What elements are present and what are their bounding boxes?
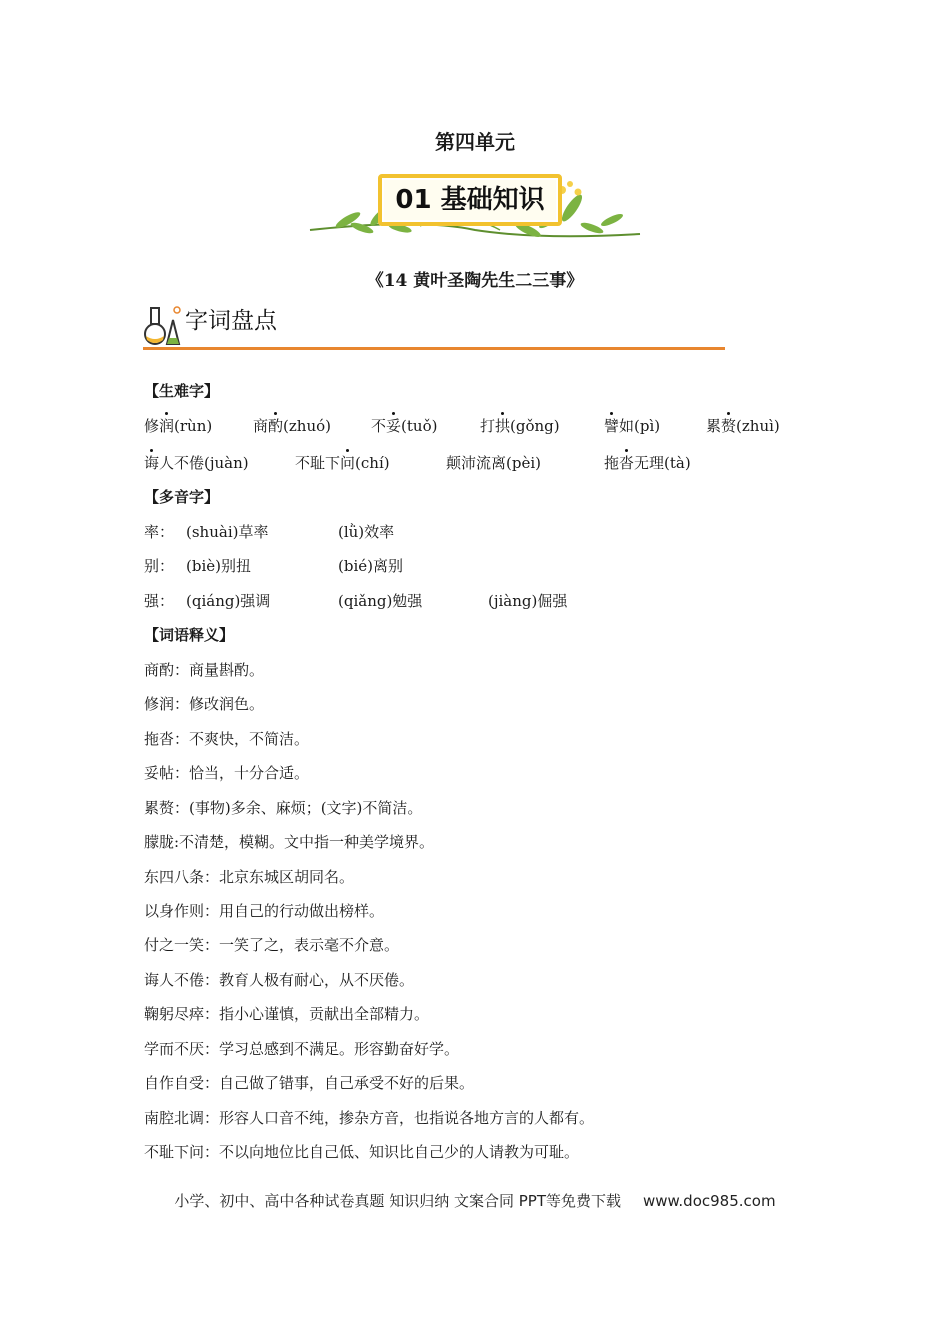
polyphonic-reading: (bié)离别 [338,557,403,575]
rare-chars-row-1 [144,416,804,438]
meaning-line: 鞠躬尽瘁：指小心谨慎，贡献出全部精力。 [144,1005,430,1023]
meaning-line: 南腔北调：形容人口音不纯，掺杂方音，也指说各地方言的人都有。 [144,1109,595,1127]
section-title: 字词盘点 [185,308,277,334]
unit-title: 第四单元 [435,130,515,154]
meaning-line: 不耻下问：不以向地位比自己低、知识比自己少的人请教为可耻。 [144,1143,580,1161]
meaning-line: 妥帖：恰当，十分合适。 [144,764,310,782]
polyphonic-reading: (qiáng)强调 [186,592,271,610]
rare-char-item: 累赘(zhuì) [706,417,780,435]
flask-icon [143,302,183,348]
heading-rare-chars: 【生难字】 [144,382,220,400]
polyphonic-reading: (biè)别扭 [186,557,251,575]
rare-char-item: 颠沛流离(pèi) [446,454,541,472]
banner-text: 01 基础知识 [395,185,545,215]
polyphonic-row-2 [144,556,644,578]
meaning-line: 东四八条：北京东城区胡同名。 [144,868,355,886]
section-rule [143,347,725,350]
rare-char-item: 打拱(gǒng) [480,417,560,435]
heading-polyphonic: 【多音字】 [144,488,220,506]
section-header [143,300,728,352]
meaning-line: 以身作则：用自己的行动做出榜样。 [144,902,385,920]
polyphonic-reading: (lǜ)效率 [338,523,395,541]
meaning-line: 拖沓：不爽快，不简洁。 [144,730,310,748]
rare-char-item: 诲人不倦(juàn) [144,454,249,472]
rare-char-item: 拖沓无理(tà) [604,454,691,472]
polyphonic-char: 强： [144,592,175,610]
footer-site-link[interactable]: www.doc985.com [642,1192,776,1210]
lesson-title: 《14 黄叶圣陶先生二三事》 [366,271,584,291]
page-footer [0,1190,950,1211]
meaning-line: 付之一笑：一笑了之，表示毫不介意。 [144,936,400,954]
rare-chars-row-2 [144,453,804,475]
polyphonic-reading: (shuài)草率 [186,523,269,541]
polyphonic-char: 率： [144,523,175,541]
rare-char-item: 不耻下问(chí) [295,454,390,472]
section-banner [300,168,650,248]
polyphonic-row-1 [144,522,644,544]
meaning-line: 累赘：(事物)多余、麻烦；(文字)不简洁。 [144,799,423,817]
meaning-line: 学而不厌：学习总感到不满足。形容勤奋好学。 [144,1040,460,1058]
meaning-line: 诲人不倦：教育人极有耐心，从不厌倦。 [144,971,415,989]
rare-char-item: 譬如(pì) [604,417,661,435]
rare-char-item: 修润(rùn) [144,417,213,435]
meaning-line: 朦胧:不清楚，模糊。文中指一种美学境界。 [144,833,435,851]
rare-char-item: 不妥(tuǒ) [371,417,438,435]
polyphonic-char: 别： [144,557,175,575]
heading-meanings: 【词语释义】 [144,626,235,644]
meaning-line: 自作自受：自己做了错事，自己承受不好的后果。 [144,1074,475,1092]
footer-text: 小学、初中、高中各种试卷真题 知识归纳 文案合同 PPT等免费下载 [174,1192,621,1210]
polyphonic-reading: (qiǎng)勉强 [338,592,423,610]
meaning-line: 修润：修改润色。 [144,695,265,713]
polyphonic-reading: (jiàng)倔强 [488,592,568,610]
meaning-line: 商酌：商量斟酌。 [144,661,265,679]
rare-char-item: 商酌(zhuó) [253,417,331,435]
polyphonic-row-3 [144,591,644,613]
